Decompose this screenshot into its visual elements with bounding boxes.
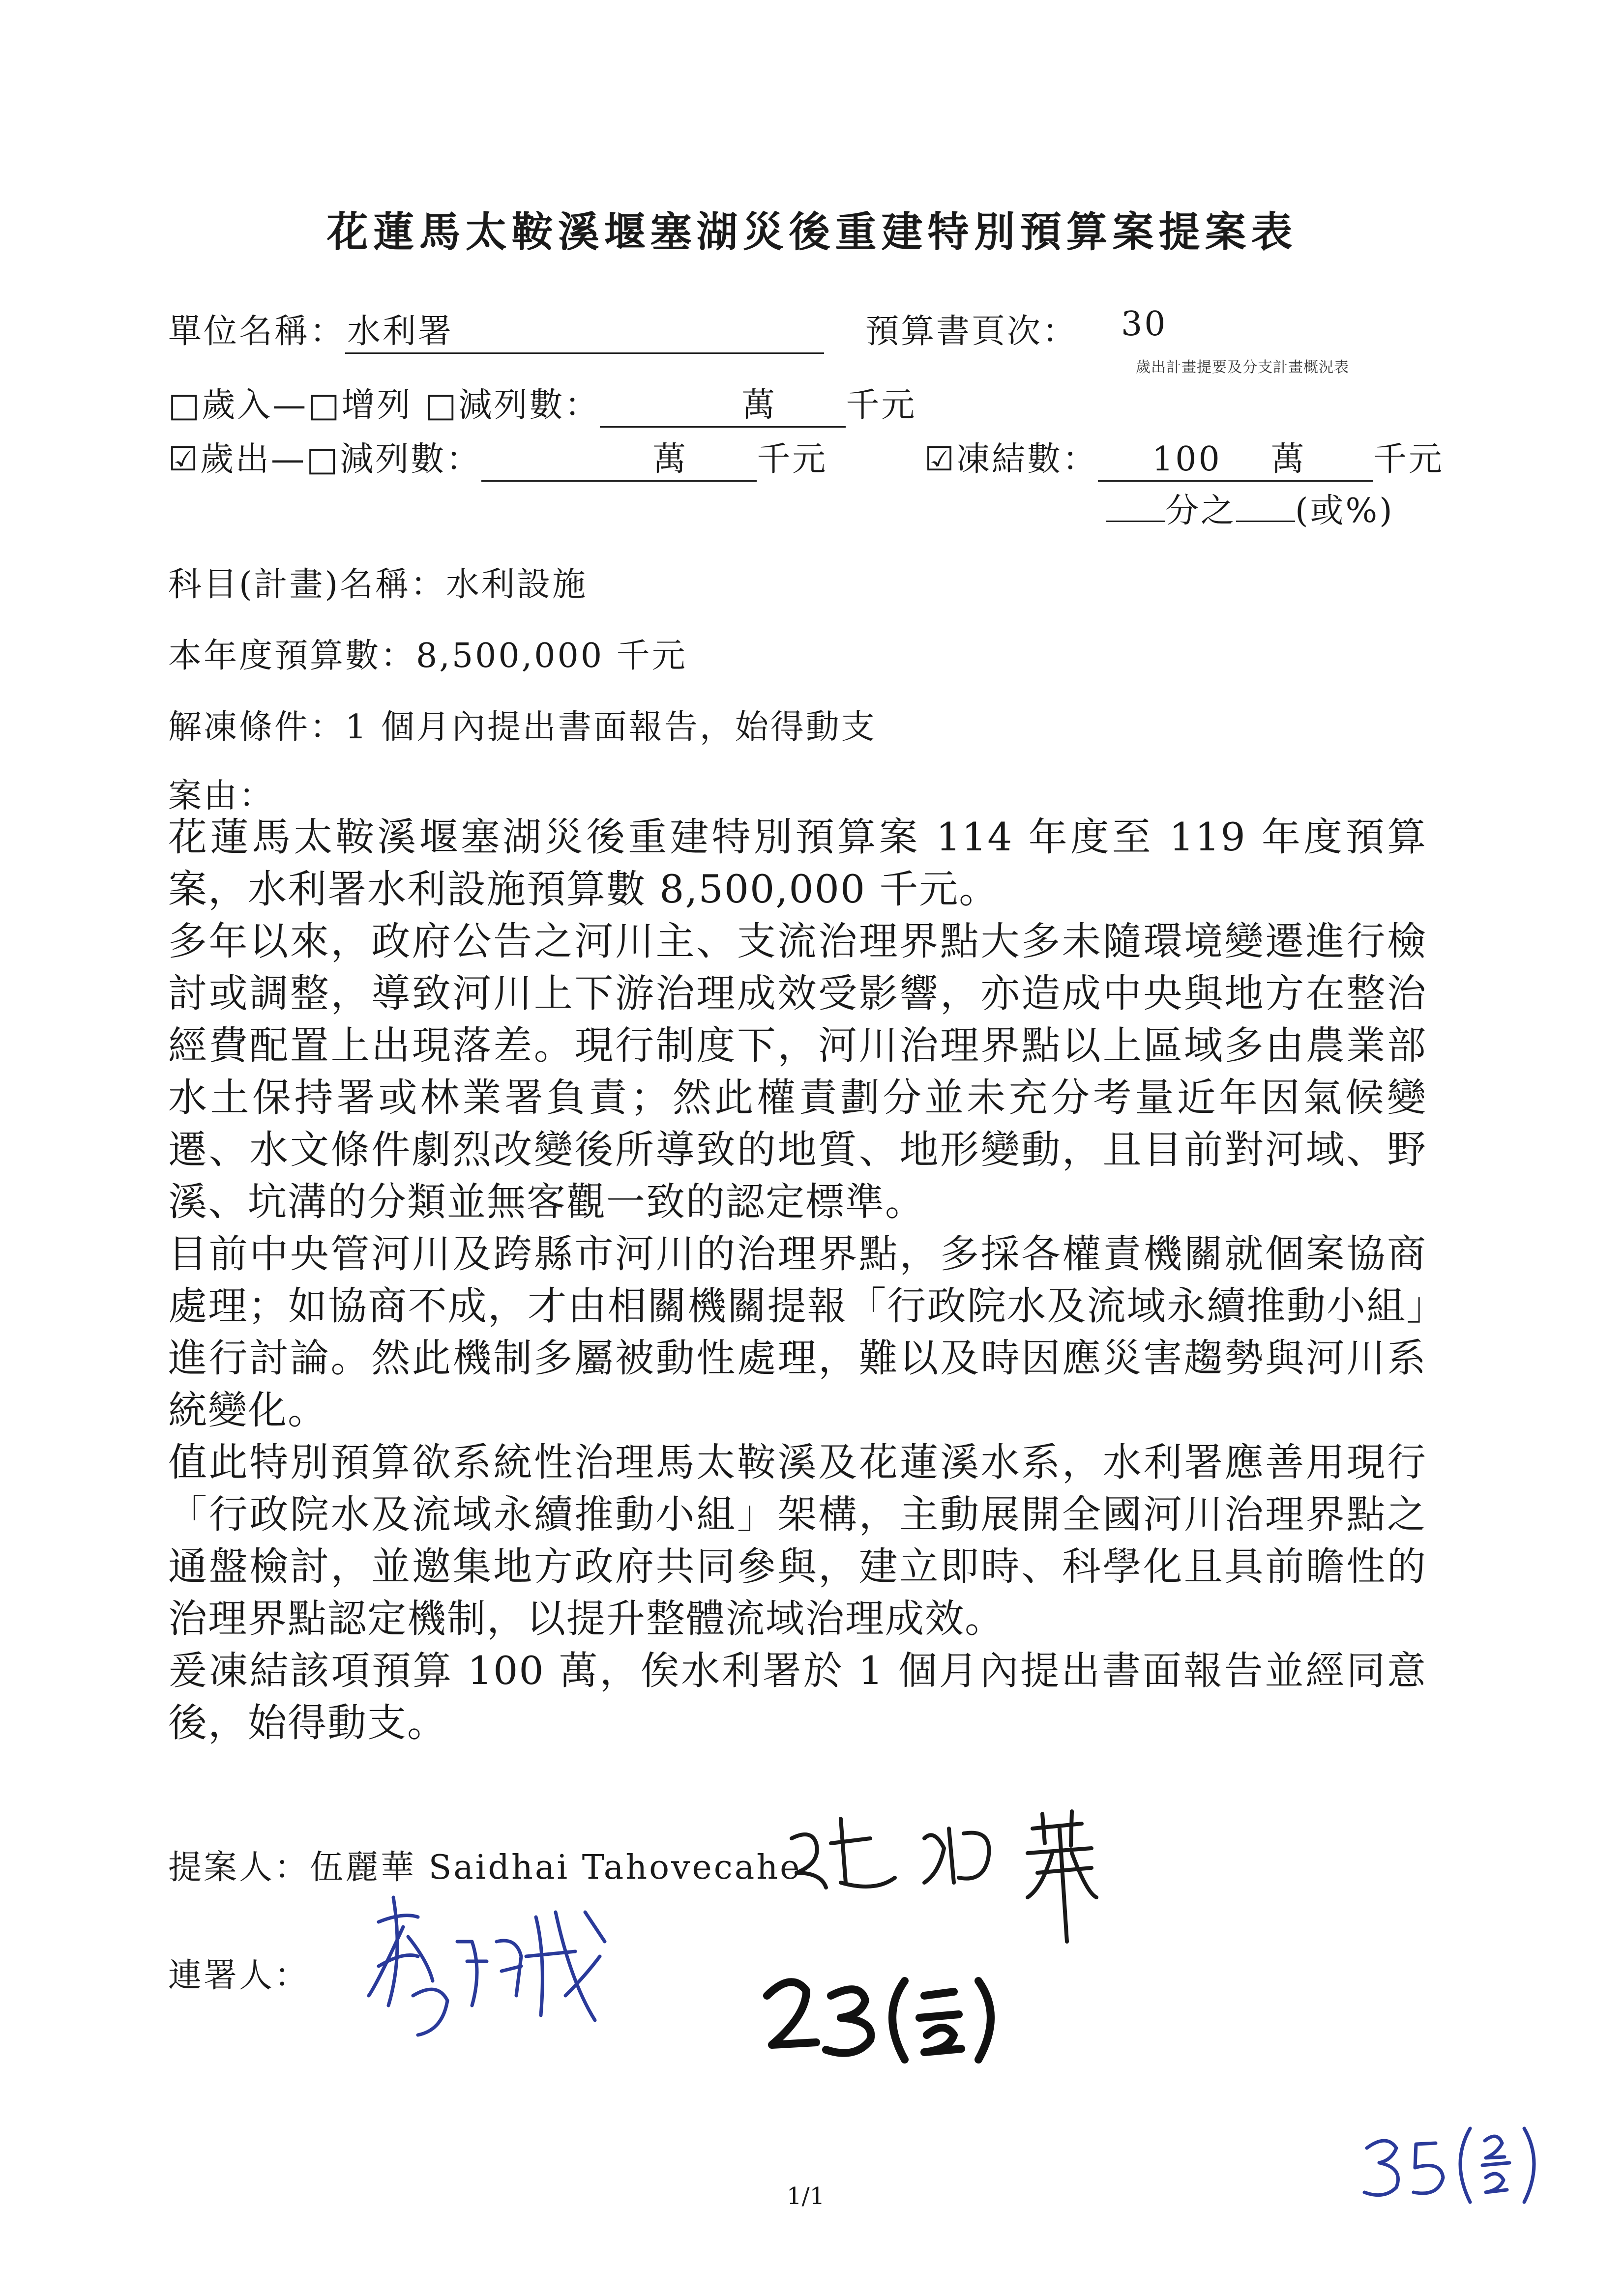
unit-name-row	[168, 305, 824, 354]
page-label: 預算書頁次：	[865, 312, 1078, 351]
proposer-label: 提案人：伍麗華 Saidhai Tahovecahe	[168, 1848, 802, 1887]
freeze-amount: 100	[1152, 440, 1222, 479]
reason-paragraph: 爰凍結該項預算 100 萬，俟水利署於 1 個月內提出書面報告並經同意後，始得動支。	[168, 1648, 1427, 1745]
expense-amount-line	[481, 433, 757, 482]
budget-field: 本年度預算數：8,500,000 千元	[168, 637, 687, 675]
proposer-signature	[777, 1799, 1151, 1956]
page-value: 30	[1121, 305, 1168, 344]
fraction-row	[1106, 484, 1394, 532]
revenue-amount-line	[600, 378, 846, 428]
revenue-label: □歲入—□增列 □減列數：	[168, 386, 600, 425]
expense-label: ☑歲出—□減列數：	[168, 440, 482, 479]
cosigner-count-mark	[757, 1961, 1052, 2069]
revenue-qian-yuan: 千元	[846, 386, 917, 425]
fraction-pct: %)	[1345, 492, 1394, 530]
revenue-wan: 萬	[741, 386, 777, 425]
fraction-or: (或	[1295, 492, 1346, 530]
cosigner-signature	[359, 1883, 634, 2060]
condition-field: 解凍條件：1 個月內提出書面報告，始得動支	[168, 708, 877, 747]
freeze-row	[924, 433, 1444, 482]
page-number: 1/1	[787, 2182, 825, 2210]
reason-paragraph: 目前中央管河川及跨縣市河川的治理界點，多採各權責機關就個案協商處理；如協商不成，才由相關機關提報「行政院水及流域永續推動小組」進行討論。然此機制多屬被動性處理，難以及時因應災害趨勢與河川系統變化。	[168, 1231, 1427, 1433]
expense-row	[168, 433, 827, 482]
unit-name-value: 水利署	[345, 305, 824, 354]
freeze-amount-line	[1098, 433, 1373, 482]
revenue-row	[168, 378, 916, 428]
reason-paragraph: 花蓮馬太鞍溪堰塞湖災後重建特別預算案 114 年度至 119 年度預算案，水利署水利設施預算數 8,500,000 千元。	[168, 814, 1427, 912]
page-note: 歲出計畫提要及分支計畫概況表	[1136, 359, 1349, 376]
subject-field: 科目(計畫)名稱：水利設施	[168, 565, 588, 604]
freeze-label: ☑凍結數：	[924, 440, 1098, 479]
reason-body	[168, 811, 1427, 1749]
page-title: 花蓮馬太鞍溪堰塞湖災後重建特別預算案提案表	[326, 207, 1298, 256]
unit-name-label: 單位名稱：	[168, 312, 346, 351]
expense-wan: 萬	[652, 440, 688, 479]
cosigner-label: 連署人：	[168, 1956, 310, 1995]
fraction-text: 分之	[1165, 492, 1237, 530]
expense-qian-yuan: 千元	[757, 440, 828, 479]
reason-heading: 案由：	[168, 777, 275, 815]
corner-mark	[1357, 2114, 1564, 2212]
freeze-qian-yuan: 千元	[1373, 440, 1444, 479]
reason-paragraph: 多年以來，政府公告之河川主、支流治理界點大多未隨環境變遷進行檢討或調整，導致河川上下游治理成效受影響，亦造成中央與地方在整治經費配置上出現落差。現行制度下，河川治理界點以上區域多由農業部水土保持署或林業署負責；然此權責劃分並未充分考量近年因氣候變遷、水文條件劇烈改變後所導致的地質、地形變動，且目前對河域、野溪、坑溝的分類並無客觀一致的認定標準。	[168, 919, 1427, 1224]
reason-paragraph: 值此特別預算欲系統性治理馬太鞍溪及花蓮溪水系，水利署應善用現行「行政院水及流域永續推動小組」架構，主動展開全國河川治理界點之通盤檢討，並邀集地方政府共同參與，建立即時、科學化且具前瞻性的治理界點認定機制，以提升整體流域治理成效。	[168, 1440, 1427, 1641]
freeze-wan: 萬	[1270, 440, 1306, 479]
